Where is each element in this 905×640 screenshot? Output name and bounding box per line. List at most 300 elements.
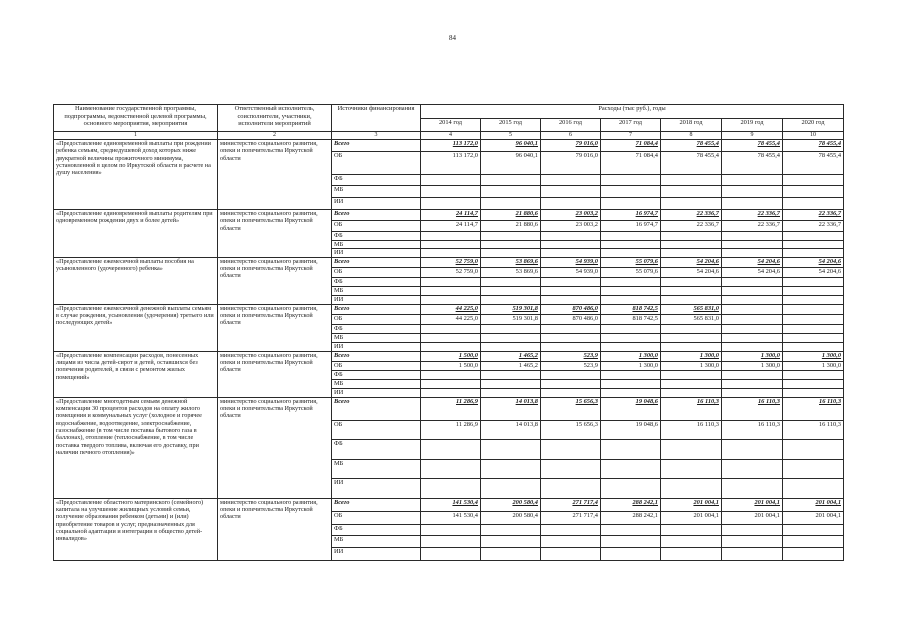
activity-name: «Предоставление областного материнского (семейного) капитала на улучшение жилищных условий семьи, получение образования ребенком (детьми) и (или) приобретение товаров и услуг, предназначенных для социальной адаптации и интеграции в общество детей-инвалидов» [54,498,218,560]
ob-value: 21 880,6 [481,221,541,232]
funding-source: ИИ [332,249,421,258]
empty-value [421,459,481,478]
empty-value [541,277,601,286]
total-value: 818 742,5 [601,304,661,314]
empty-value [661,388,722,397]
column-number: 8 [661,132,722,140]
empty-value [421,186,481,198]
empty-value [661,547,722,560]
total-value: 113 172,0 [421,140,481,152]
total-value: 19 048,6 [601,397,661,420]
total-value: 201 004,1 [783,498,844,511]
header-year: 2016 год [541,119,601,132]
empty-value [722,333,783,342]
total-value: 22 336,7 [783,210,844,221]
total-value: 54 204,6 [661,257,722,267]
funding-source: ФБ [332,277,421,286]
total-value [722,304,783,314]
responsible-executor: министерство социального развития, опеки и попечительства Иркутской области [218,351,332,397]
total-value: 141 530,4 [421,498,481,511]
empty-value [481,249,541,258]
activity-name: «Предоставление ежемесячной денежной выплаты семьям в случае рождения, усыновления (удочерения) третьего или последующих детей» [54,304,218,351]
column-number: 4 [421,132,481,140]
total-value: 54 939,0 [541,257,601,267]
column-number: 1 [54,132,218,140]
empty-value [421,342,481,351]
header-year: 2018 год [661,119,722,132]
empty-value [783,388,844,397]
ob-value: 271 717,4 [541,511,601,524]
empty-value [661,186,722,198]
ob-value [783,314,844,324]
empty-value [601,370,661,379]
ob-value: 16 110,3 [783,420,844,439]
empty-value [421,535,481,547]
ob-value: 113 172,0 [421,152,481,175]
header-year: 2015 год [481,119,541,132]
empty-value [481,324,541,333]
total-value: 54 204,6 [783,257,844,267]
empty-value [783,175,844,186]
total-value: 1 465,2 [481,351,541,361]
ob-value: 44 225,0 [421,314,481,324]
empty-value [783,370,844,379]
funding-source: ФБ [332,370,421,379]
table-row [54,498,844,511]
empty-value [661,439,722,459]
header-year: 2017 год [601,119,661,132]
empty-value [481,198,541,210]
ob-value: 54 204,6 [722,267,783,277]
funding-source: МБ [332,240,421,249]
ob-value: 1 300,0 [722,361,783,370]
column-number: 2 [218,132,332,140]
total-value: 23 003,2 [541,210,601,221]
empty-value [783,198,844,210]
empty-value [601,324,661,333]
empty-value [421,478,481,498]
total-value: 14 013,8 [481,397,541,420]
empty-value [661,478,722,498]
empty-value [661,232,722,241]
empty-value [541,198,601,210]
ob-value: 78 455,4 [783,152,844,175]
funding-source: ФБ [332,324,421,333]
empty-value [421,370,481,379]
total-value: 1 300,0 [722,351,783,361]
page-number: 84 [449,34,456,42]
empty-value [601,277,661,286]
total-value: 565 831,0 [661,304,722,314]
ob-value: 71 084,4 [601,152,661,175]
ob-value: 14 013,8 [481,420,541,439]
empty-value [661,240,722,249]
ob-value: 1 500,0 [421,361,481,370]
ob-value: 818 742,5 [601,314,661,324]
empty-value [601,249,661,258]
empty-value [722,547,783,560]
empty-value [722,286,783,295]
total-value: 22 336,7 [661,210,722,221]
empty-value [722,175,783,186]
funding-source: ФБ [332,175,421,186]
empty-value [481,478,541,498]
empty-value [783,295,844,304]
empty-value [722,478,783,498]
empty-value [601,295,661,304]
empty-value [783,249,844,258]
ob-value: 79 016,0 [541,152,601,175]
ob-value: 15 656,3 [541,420,601,439]
ob-value: 78 455,4 [661,152,722,175]
ob-value: 52 759,0 [421,267,481,277]
ob-value: 201 004,1 [783,511,844,524]
table-row [54,140,844,152]
total-value: 1 300,0 [661,351,722,361]
ob-value: 54 204,6 [783,267,844,277]
empty-value [481,186,541,198]
empty-value [661,459,722,478]
funding-source: Всего [332,351,421,361]
total-value: 52 759,0 [421,257,481,267]
empty-value [541,547,601,560]
empty-value [783,342,844,351]
empty-value [541,459,601,478]
empty-value [541,240,601,249]
ob-value: 200 580,4 [481,511,541,524]
empty-value [783,459,844,478]
empty-value [541,295,601,304]
total-value: 201 004,1 [661,498,722,511]
total-value: 55 079,6 [601,257,661,267]
funding-source: ОБ [332,511,421,524]
total-value: 200 580,4 [481,498,541,511]
empty-value [722,240,783,249]
empty-value [783,535,844,547]
empty-value [481,535,541,547]
empty-value [783,379,844,388]
empty-value [421,547,481,560]
funding-source: ФБ [332,439,421,459]
financing-table [53,104,844,561]
ob-value [722,314,783,324]
responsible-executor: министерство социального развития, опеки и попечительства Иркутской области [218,397,332,498]
empty-value [541,186,601,198]
funding-source: Всего [332,210,421,221]
empty-value [722,295,783,304]
empty-value [541,388,601,397]
empty-value [481,286,541,295]
ob-value: 16 974,7 [601,221,661,232]
funding-source: ИИ [332,295,421,304]
ob-value: 22 336,7 [783,221,844,232]
empty-value [722,186,783,198]
empty-value [601,175,661,186]
empty-value [601,333,661,342]
empty-value [541,524,601,535]
empty-value [722,198,783,210]
funding-source: ОБ [332,361,421,370]
funding-source: МБ [332,535,421,547]
empty-value [783,240,844,249]
ob-value: 523,9 [541,361,601,370]
empty-value [601,198,661,210]
empty-value [722,535,783,547]
empty-value [541,232,601,241]
empty-value [541,379,601,388]
total-value: 96 040,1 [481,140,541,152]
empty-value [661,324,722,333]
empty-value [722,459,783,478]
funding-source: ИИ [332,547,421,560]
empty-value [421,232,481,241]
empty-value [481,277,541,286]
empty-value [421,198,481,210]
empty-value [601,232,661,241]
total-value: 16 974,7 [601,210,661,221]
empty-value [601,379,661,388]
funding-source: ИИ [332,342,421,351]
empty-value [481,547,541,560]
empty-value [722,249,783,258]
header-source: Источники финансирования [332,105,421,132]
ob-value: 78 455,4 [722,152,783,175]
total-value: 1 300,0 [783,351,844,361]
empty-value [661,370,722,379]
empty-value [421,388,481,397]
column-number: 5 [481,132,541,140]
empty-value [722,524,783,535]
empty-value [722,370,783,379]
total-value: 1 500,0 [421,351,481,361]
empty-value [722,379,783,388]
empty-value [661,175,722,186]
ob-value: 1 300,0 [601,361,661,370]
funding-source: ИИ [332,198,421,210]
total-value: 16 110,3 [722,397,783,420]
total-value [783,304,844,314]
funding-source: Всего [332,397,421,420]
total-value: 71 084,4 [601,140,661,152]
empty-value [541,333,601,342]
responsible-executor: министерство социального развития, опеки и попечительства Иркутской области [218,498,332,560]
empty-value [541,249,601,258]
ob-value: 23 003,2 [541,221,601,232]
funding-source: Всего [332,304,421,314]
empty-value [783,186,844,198]
ob-value: 1 465,2 [481,361,541,370]
activity-name: «Предоставление единовременной выплаты родителям при одновременном рождении двух и более детей» [54,210,218,258]
ob-value: 141 530,4 [421,511,481,524]
empty-value [783,524,844,535]
header-name: Наименование государственной программы, подпрограммы, ведомственной целевой программы, основного мероприятия, мероприятия [54,105,218,132]
empty-value [481,295,541,304]
empty-value [481,439,541,459]
empty-value [421,286,481,295]
funding-source: ОБ [332,221,421,232]
empty-value [783,333,844,342]
ob-value: 565 831,0 [661,314,722,324]
empty-value [541,478,601,498]
empty-value [601,524,661,535]
empty-value [421,439,481,459]
funding-source: Всего [332,140,421,152]
total-value: 78 455,4 [661,140,722,152]
empty-value [481,370,541,379]
column-number: 9 [722,132,783,140]
empty-value [421,333,481,342]
empty-value [541,342,601,351]
total-value: 11 286,9 [421,397,481,420]
funding-source: ФБ [332,232,421,241]
empty-value [601,439,661,459]
empty-value [722,232,783,241]
empty-value [541,286,601,295]
empty-value [601,286,661,295]
ob-value: 22 336,7 [722,221,783,232]
empty-value [661,295,722,304]
total-value: 22 336,7 [722,210,783,221]
empty-value [661,524,722,535]
total-value: 44 225,0 [421,304,481,314]
total-value: 21 880,6 [481,210,541,221]
empty-value [661,342,722,351]
total-value: 16 110,3 [661,397,722,420]
column-number: 6 [541,132,601,140]
empty-value [722,342,783,351]
table-row [54,397,844,420]
funding-source: МБ [332,379,421,388]
empty-value [661,198,722,210]
total-value: 78 455,4 [783,140,844,152]
activity-name: «Предоставление ежемесячной выплаты пособия на усыновленного (удочеренного) ребенка» [54,257,218,304]
empty-value [783,547,844,560]
header-responsible: Ответственный исполнитель, соисполнители, участники, исполнители мероприятий [218,105,332,132]
ob-value: 96 040,1 [481,152,541,175]
total-value: 519 301,8 [481,304,541,314]
empty-value [601,240,661,249]
empty-value [481,175,541,186]
empty-value [722,277,783,286]
funding-source: МБ [332,286,421,295]
ob-value: 54 939,0 [541,267,601,277]
empty-value [481,459,541,478]
empty-value [421,277,481,286]
empty-value [481,524,541,535]
total-value: 15 656,3 [541,397,601,420]
empty-value [783,324,844,333]
empty-value [601,388,661,397]
activity-name: «Предоставление многодетным семьям денежной компенсации 30 процентов расходов на оплату жилого помещения и коммунальных услуг (холодное и горячее водоснабжение, водоотведение, электроснабжение, газоснабжение (в том числе поставка бытового газа в баллонах), отопление (теплоснабжение, в том числе поставка твердого топлива, включая его доставку, при наличии печного отопления)» [54,397,218,498]
empty-value [481,342,541,351]
responsible-executor: министерство социального развития, опеки и попечительства Иркутской области [218,140,332,210]
total-value: 870 486,0 [541,304,601,314]
empty-value [481,240,541,249]
ob-value: 1 300,0 [661,361,722,370]
header-year: 2019 год [722,119,783,132]
column-number: 10 [783,132,844,140]
empty-value [541,535,601,547]
ob-value: 288 242,1 [601,511,661,524]
total-value: 523,9 [541,351,601,361]
ob-value: 22 336,7 [661,221,722,232]
responsible-executor: министерство социального развития, опеки и попечительства Иркутской области [218,210,332,258]
empty-value [661,379,722,388]
empty-value [661,249,722,258]
empty-value [421,324,481,333]
empty-value [541,175,601,186]
total-value: 288 242,1 [601,498,661,511]
header-expenses: Расходы (тыс руб.), годы [421,105,844,119]
ob-value: 54 204,6 [661,267,722,277]
table-row [54,210,844,221]
funding-source: Всего [332,498,421,511]
ob-value: 55 079,6 [601,267,661,277]
empty-value [722,324,783,333]
responsible-executor: министерство социального развития, опеки и попечительства Иркутской области [218,257,332,304]
total-value: 201 004,1 [722,498,783,511]
empty-value [601,478,661,498]
ob-value: 16 110,3 [661,420,722,439]
empty-value [421,524,481,535]
empty-value [421,379,481,388]
ob-value: 201 004,1 [722,511,783,524]
empty-value [481,388,541,397]
funding-source: МБ [332,459,421,478]
total-value: 78 455,4 [722,140,783,152]
empty-value [661,333,722,342]
empty-value [481,333,541,342]
ob-value: 1 300,0 [783,361,844,370]
funding-source: ФБ [332,524,421,535]
total-value: 79 016,0 [541,140,601,152]
empty-value [661,286,722,295]
total-value: 271 717,4 [541,498,601,511]
activity-name: «Предоставление компенсации расходов, понесенных лицами из числа детей-сирот и детей, оставшихся без попечения родителей, в связи с ремонтом жилых помещений» [54,351,218,397]
empty-value [661,535,722,547]
ob-value: 53 869,6 [481,267,541,277]
empty-value [541,324,601,333]
column-number: 7 [601,132,661,140]
funding-source: ОБ [332,152,421,175]
empty-value [601,547,661,560]
empty-value [783,286,844,295]
ob-value: 11 286,9 [421,420,481,439]
empty-value [783,439,844,459]
ob-value: 870 486,0 [541,314,601,324]
empty-value [421,295,481,304]
funding-source: ОБ [332,314,421,324]
empty-value [722,388,783,397]
empty-value [421,249,481,258]
funding-source: МБ [332,186,421,198]
ob-value: 201 004,1 [661,511,722,524]
total-value: 53 869,6 [481,257,541,267]
empty-value [601,186,661,198]
empty-value [601,535,661,547]
table-row [54,304,844,314]
total-value: 1 300,0 [601,351,661,361]
empty-value [541,370,601,379]
funding-source: МБ [332,333,421,342]
ob-value: 519 301,8 [481,314,541,324]
empty-value [783,478,844,498]
funding-source: ОБ [332,267,421,277]
funding-source: ОБ [332,420,421,439]
empty-value [421,175,481,186]
empty-value [661,277,722,286]
ob-value: 16 110,3 [722,420,783,439]
